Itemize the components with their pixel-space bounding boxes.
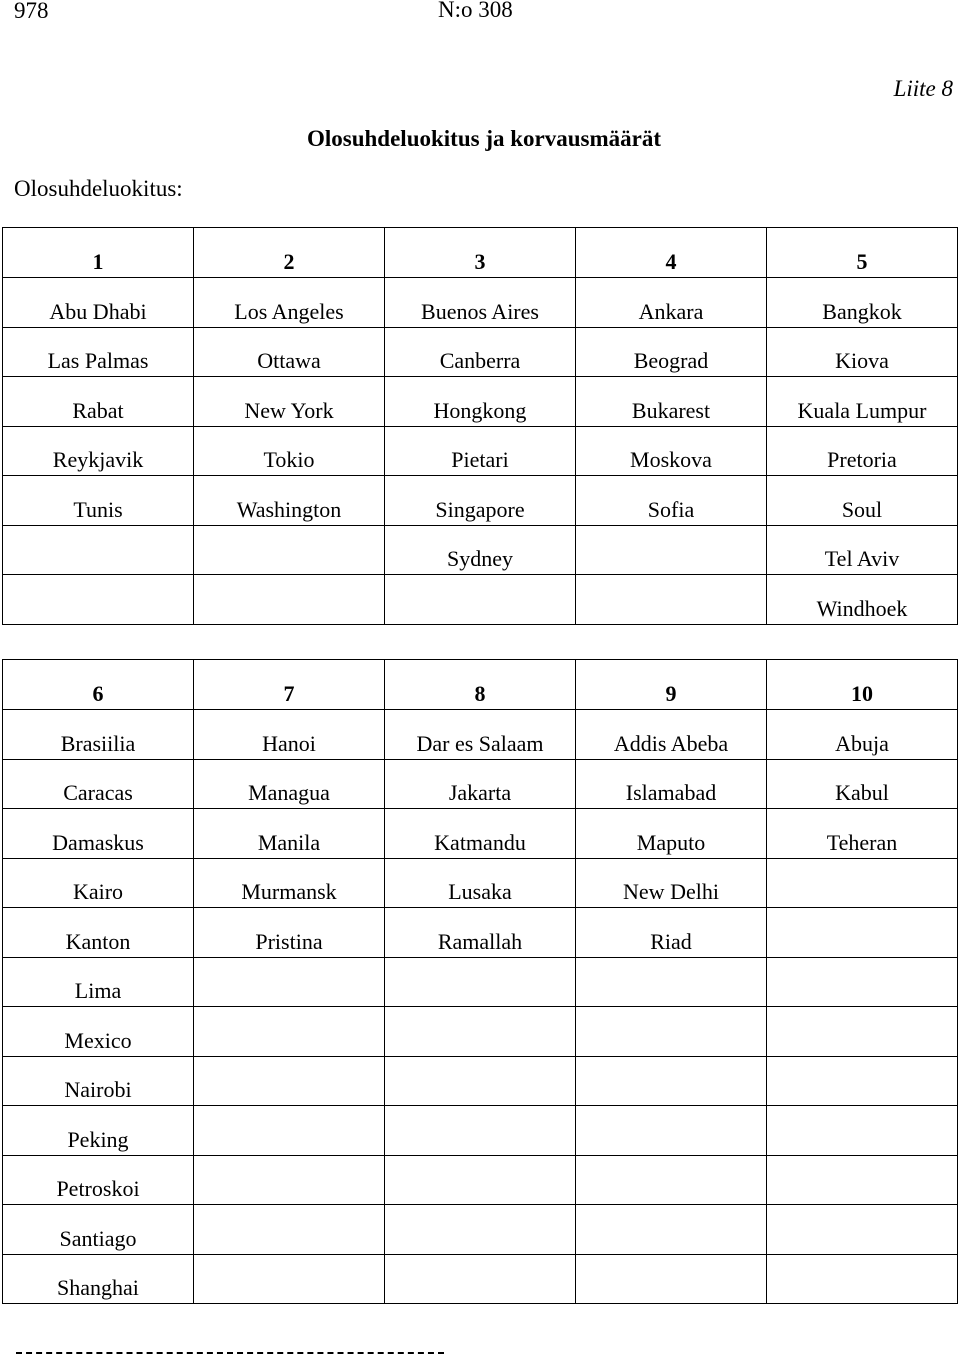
city-cell — [194, 1155, 385, 1205]
city-cell — [767, 1007, 958, 1057]
city-cell: Pietari — [385, 426, 576, 476]
city-cell — [576, 1155, 767, 1205]
table-row — [3, 1155, 958, 1205]
city-cell — [194, 1106, 385, 1156]
city-cell — [576, 575, 767, 625]
city-cell — [576, 1056, 767, 1106]
city-cell: Reykjavik — [3, 426, 194, 476]
city-cell: Manila — [194, 809, 385, 859]
city-cell — [194, 1254, 385, 1304]
table-row — [3, 710, 958, 760]
city-cell — [767, 908, 958, 958]
city-cell: Katmandu — [385, 809, 576, 859]
city-cell: Dar es Salaam — [385, 710, 576, 760]
section-label: Olosuhdeluokitus: — [14, 176, 183, 201]
city-cell: Sofia — [576, 476, 767, 526]
city-cell: Brasiilia — [3, 710, 194, 760]
class-header-row — [3, 228, 958, 278]
page-number: 978 — [14, 0, 49, 23]
city-cell — [385, 1056, 576, 1106]
city-cell: Peking — [3, 1106, 194, 1156]
city-cell: New York — [194, 377, 385, 427]
table-row — [3, 1056, 958, 1106]
city-cell: Beograd — [576, 327, 767, 377]
city-cell — [385, 957, 576, 1007]
city-cell: Maputo — [576, 809, 767, 859]
city-cell: Addis Abeba — [576, 710, 767, 760]
city-cell: Moskova — [576, 426, 767, 476]
city-cell: Damaskus — [3, 809, 194, 859]
table-row — [3, 327, 958, 377]
city-cell: Managua — [194, 759, 385, 809]
city-cell — [194, 1007, 385, 1057]
table-row — [3, 1254, 958, 1304]
table-row — [3, 278, 958, 328]
table-row — [3, 908, 958, 958]
city-cell: Kabul — [767, 759, 958, 809]
city-cell: Hongkong — [385, 377, 576, 427]
city-cell — [385, 575, 576, 625]
city-cell — [194, 1056, 385, 1106]
city-cell — [767, 1056, 958, 1106]
classification-table-1-5 — [2, 227, 958, 625]
city-cell — [767, 858, 958, 908]
city-cell: Murmansk — [194, 858, 385, 908]
city-cell: Ramallah — [385, 908, 576, 958]
class-number: 7 — [194, 660, 385, 710]
classification-table-6-10 — [2, 659, 958, 1304]
city-cell: Shanghai — [3, 1254, 194, 1304]
class-number: 9 — [576, 660, 767, 710]
city-cell: Mexico — [3, 1007, 194, 1057]
city-cell: Riad — [576, 908, 767, 958]
table-row — [3, 1205, 958, 1255]
city-cell: Islamabad — [576, 759, 767, 809]
city-cell: Kairo — [3, 858, 194, 908]
table-row — [3, 377, 958, 427]
table-row — [3, 809, 958, 859]
city-cell: Nairobi — [3, 1056, 194, 1106]
city-cell — [194, 575, 385, 625]
city-cell: New Delhi — [576, 858, 767, 908]
city-cell — [576, 1205, 767, 1255]
city-cell: Rabat — [3, 377, 194, 427]
city-cell: Kiova — [767, 327, 958, 377]
city-cell: Las Palmas — [3, 327, 194, 377]
city-cell: Soul — [767, 476, 958, 526]
city-cell — [767, 957, 958, 1007]
table-row — [3, 426, 958, 476]
document-title: Olosuhdeluokitus ja korvausmäärät — [306, 126, 661, 151]
city-cell: Tel Aviv — [767, 525, 958, 575]
city-cell: Pretoria — [767, 426, 958, 476]
city-cell — [576, 957, 767, 1007]
class-number: 10 — [767, 660, 958, 710]
city-cell — [194, 1205, 385, 1255]
table-row — [3, 1007, 958, 1057]
city-cell — [576, 1106, 767, 1156]
city-cell: Lusaka — [385, 858, 576, 908]
city-cell: Abuja — [767, 710, 958, 760]
city-cell: Bukarest — [576, 377, 767, 427]
city-cell — [194, 957, 385, 1007]
city-cell — [385, 1155, 576, 1205]
city-cell: Singapore — [385, 476, 576, 526]
city-cell — [3, 525, 194, 575]
city-cell: Hanoi — [194, 710, 385, 760]
city-cell: Kanton — [3, 908, 194, 958]
city-cell: Sydney — [385, 525, 576, 575]
class-number: 6 — [3, 660, 194, 710]
city-cell: Bangkok — [767, 278, 958, 328]
city-cell — [576, 1254, 767, 1304]
city-cell: Ottawa — [194, 327, 385, 377]
class-number: 1 — [3, 228, 194, 278]
table-row — [3, 759, 958, 809]
city-cell — [385, 1106, 576, 1156]
city-cell: Teheran — [767, 809, 958, 859]
table-row — [3, 575, 958, 625]
city-cell: Jakarta — [385, 759, 576, 809]
class-number: 5 — [767, 228, 958, 278]
city-cell: Abu Dhabi — [3, 278, 194, 328]
table-row — [3, 957, 958, 1007]
city-cell — [3, 575, 194, 625]
table-row — [3, 525, 958, 575]
table-row — [3, 1106, 958, 1156]
city-cell: Tokio — [194, 426, 385, 476]
city-cell — [576, 1007, 767, 1057]
city-cell: Los Angeles — [194, 278, 385, 328]
class-header-row — [3, 660, 958, 710]
city-cell: Lima — [3, 957, 194, 1007]
class-number: 4 — [576, 228, 767, 278]
city-cell — [385, 1007, 576, 1057]
appendix-label: Liite 8 — [893, 76, 953, 101]
city-cell: Canberra — [385, 327, 576, 377]
issue-number: N:o 308 — [438, 0, 513, 22]
city-cell — [576, 525, 767, 575]
city-cell: Kuala Lumpur — [767, 377, 958, 427]
footnote-rule — [16, 1352, 444, 1354]
class-number: 8 — [385, 660, 576, 710]
table-row — [3, 476, 958, 526]
class-number: 2 — [194, 228, 385, 278]
city-cell — [767, 1205, 958, 1255]
city-cell — [194, 525, 385, 575]
city-cell: Buenos Aires — [385, 278, 576, 328]
city-cell — [385, 1205, 576, 1255]
city-cell: Windhoek — [767, 575, 958, 625]
city-cell: Washington — [194, 476, 385, 526]
city-cell — [385, 1254, 576, 1304]
city-cell — [767, 1254, 958, 1304]
city-cell: Pristina — [194, 908, 385, 958]
table-row — [3, 858, 958, 908]
city-cell: Ankara — [576, 278, 767, 328]
city-cell: Santiago — [3, 1205, 194, 1255]
city-cell: Tunis — [3, 476, 194, 526]
city-cell — [767, 1155, 958, 1205]
city-cell — [767, 1106, 958, 1156]
class-number: 3 — [385, 228, 576, 278]
city-cell: Caracas — [3, 759, 194, 809]
city-cell: Petroskoi — [3, 1155, 194, 1205]
